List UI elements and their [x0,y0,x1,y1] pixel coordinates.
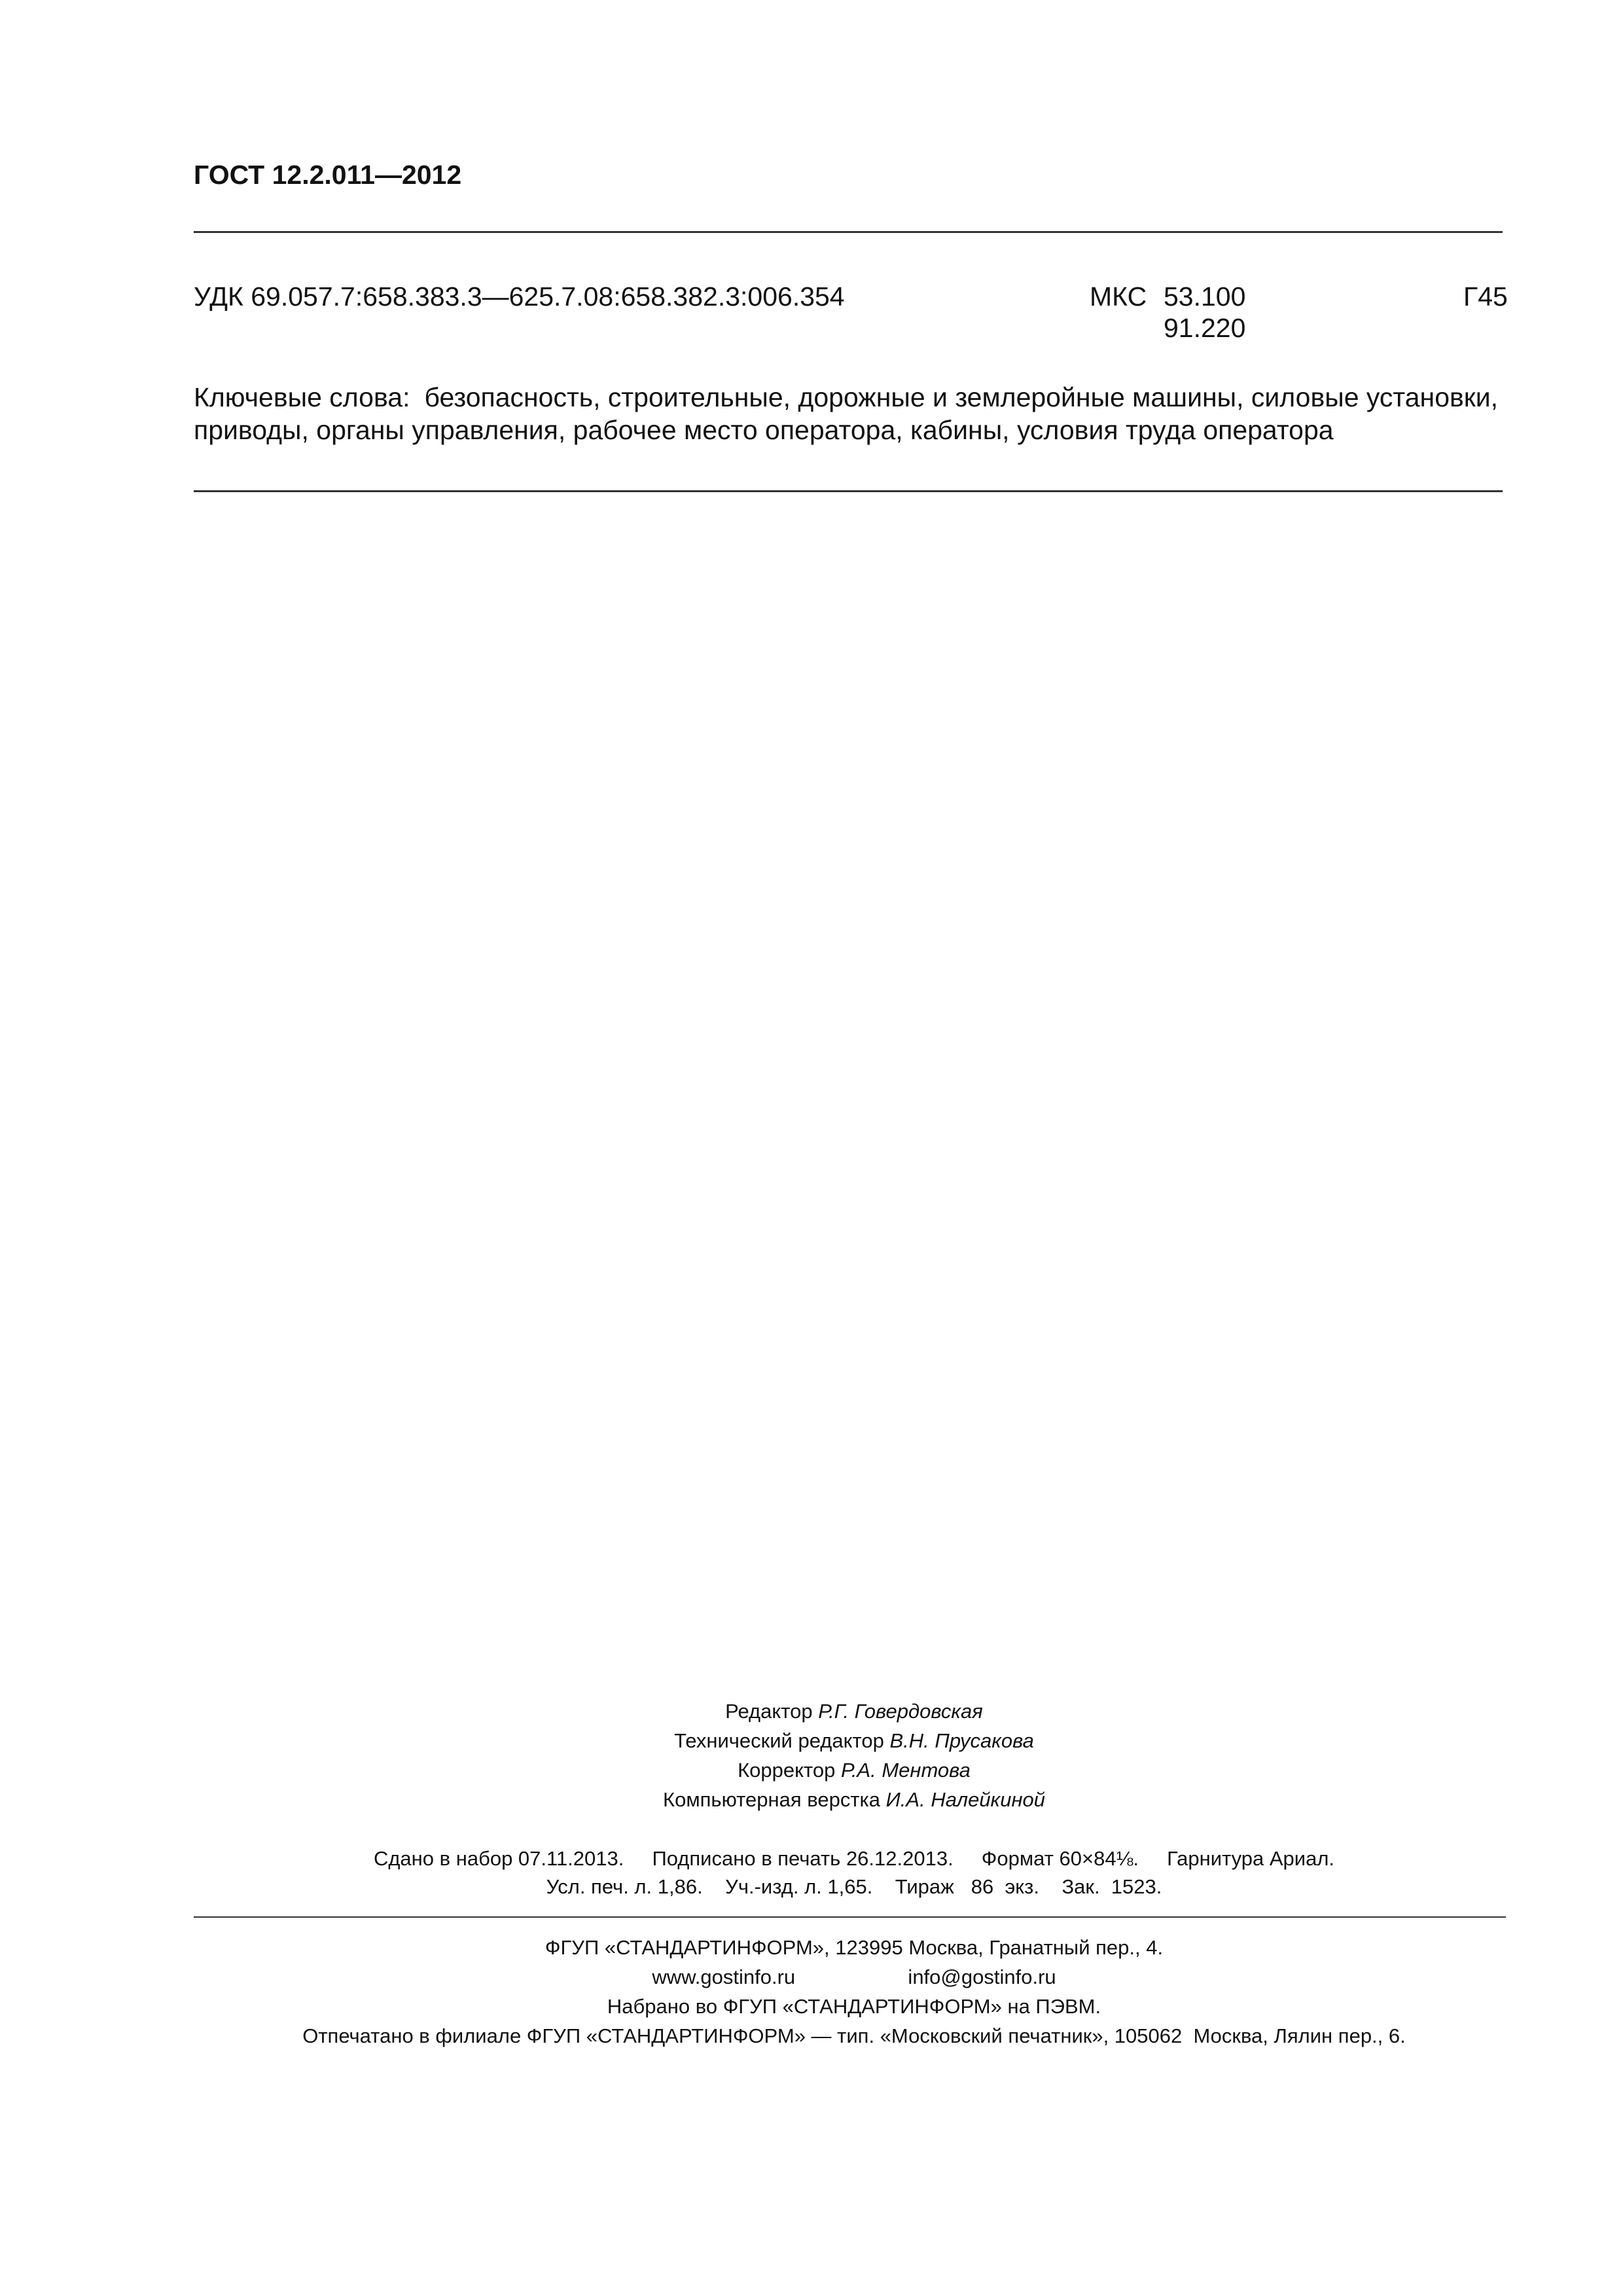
divider-top [194,231,1503,233]
keywords-block [194,381,1516,446]
publisher-typeset: Набрано во ФГУП «СТАНДАРТИНФОРМ» на ПЭВМ. [607,1995,1101,2018]
mks-code-2: 91.220 [1164,313,1246,343]
standard-number: ГОСТ 12.2.011—2012 [194,160,462,190]
mks-code-1: 53.100 [1164,281,1246,312]
publisher-printed: Отпечатано в филиале ФГУП «СТАНДАРТИНФОРМ» — тип. «Московский печатник», 105062 Москва, Лялин пер., 6. [302,2024,1406,2047]
credit-proofreader [0,1759,1623,1782]
credit-role: Корректор [738,1759,841,1782]
imprint-line-1: Сдано в набор 07.11.2013. Подписано в печать 26.12.2013. Формат 60×84⅛. Гарнитура Ариал. [373,1847,1335,1870]
divider-keywords [194,490,1503,492]
publisher-address: ФГУП «СТАНДАРТИНФОРМ», 123995 Москва, Гранатный пер., 4. [544,1936,1164,1959]
credit-editor [0,1700,1623,1723]
mks-label: МКС [1090,281,1147,312]
keywords-label: Ключевые слова: [194,382,410,412]
credit-person: Р.А. Ментова [840,1759,971,1782]
credit-role: Редактор [725,1700,819,1723]
group-code: Г45 [1463,281,1508,312]
credit-layout [0,1788,1623,1812]
credit-person: И.А. Налейкиной [885,1788,1045,1811]
divider-imprint [194,1916,1506,1918]
udk-code: УДК 69.057.7:658.383.3—625.7.08:658.382.3:006.354 [194,281,845,312]
publisher-contacts: www.gostinfo.ru info@gostinfo.ru [652,1965,1056,1988]
credit-person: В.Н. Прусакова [889,1729,1034,1752]
credit-person: Р.Г. Говердовская [818,1700,983,1723]
credit-tech-editor [0,1729,1623,1753]
imprint-line-2: Усл. печ. л. 1,86. Уч.-изд. л. 1,65. Тираж 86 экз. Зак. 1523. [546,1875,1162,1898]
keywords-text: безопасность, строительные, дорожные и землеройные машины, силовые установки, приводы, органы управления, рабочее место оператора, кабины, условия труда оператора [194,382,1499,445]
credit-role: Технический редактор [674,1729,890,1752]
credit-role: Компьютерная верстка [663,1788,886,1811]
